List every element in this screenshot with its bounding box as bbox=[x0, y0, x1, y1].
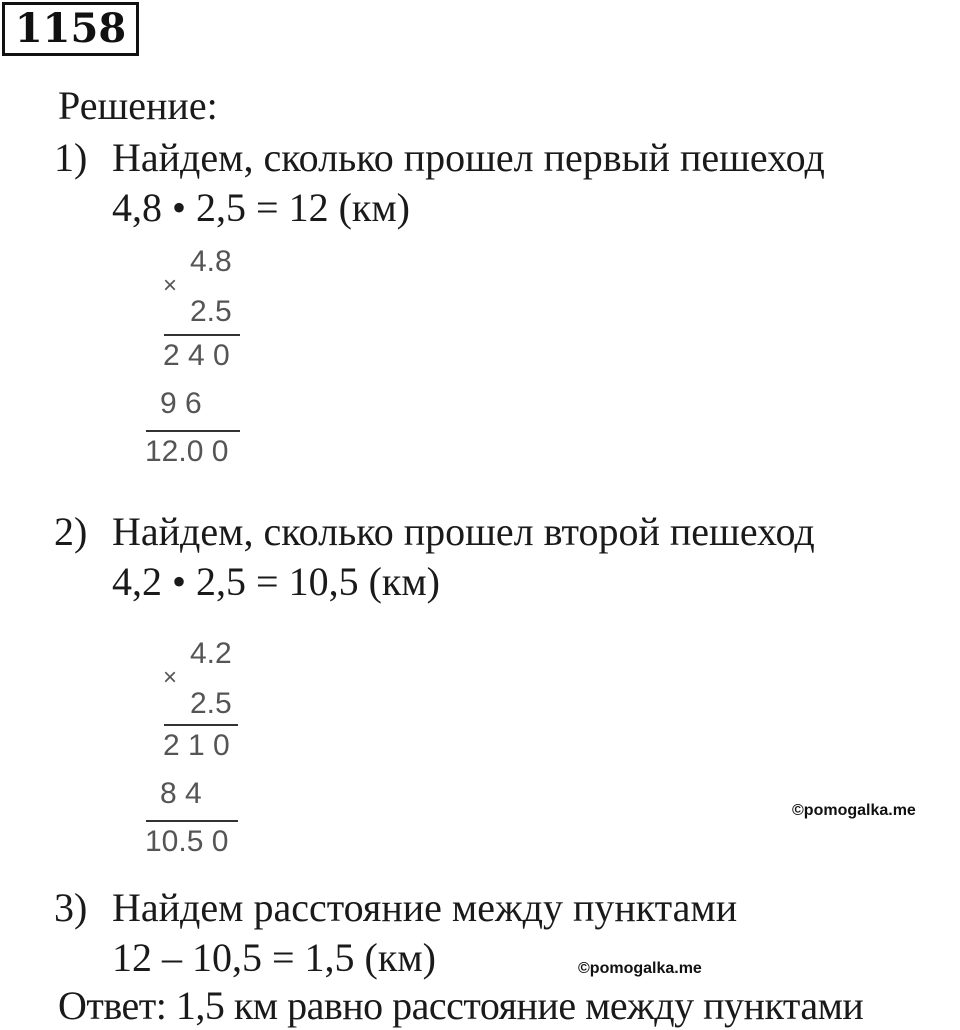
step-3-label: 3) bbox=[54, 885, 88, 930]
column-rule bbox=[164, 334, 240, 336]
solution-heading: Решение: bbox=[58, 83, 218, 128]
product-result: 12.0 0 bbox=[145, 435, 229, 468]
step-2-label: 2) bbox=[54, 509, 88, 554]
multiplicand: 4.8 bbox=[190, 245, 232, 278]
step-1-label: 1) bbox=[54, 135, 88, 180]
multiplier: 2.5 bbox=[190, 295, 232, 328]
column-rule bbox=[146, 820, 238, 822]
multiply-sign: × bbox=[163, 664, 178, 691]
answer-line: Ответ: 1,5 км равно расстояние между пунктами bbox=[58, 983, 864, 1028]
step-3-text: Найдем расстояние между пунктами bbox=[112, 885, 738, 930]
problem-number: 1158 bbox=[2, 2, 139, 56]
step-3-formula: 12 – 10,5 = 1,5 (км) bbox=[112, 935, 436, 980]
step-1-formula: 4,8 • 2,5 = 12 (км) bbox=[112, 185, 410, 230]
step-2-formula: 4,2 • 2,5 = 10,5 (км) bbox=[112, 559, 440, 604]
step-2-text: Найдем, сколько прошел второй пешеход bbox=[112, 509, 815, 554]
partial-product-2: 9 6 bbox=[160, 387, 202, 420]
watermark: ©pomogalka.me bbox=[578, 960, 702, 977]
column-rule bbox=[146, 430, 240, 432]
partial-product-2: 8 4 bbox=[160, 777, 202, 810]
partial-product-1: 2 4 0 bbox=[163, 339, 230, 372]
product-result: 10.5 0 bbox=[145, 825, 229, 858]
multiplicand: 4.2 bbox=[190, 637, 232, 670]
column-rule bbox=[164, 724, 238, 726]
multiply-sign: × bbox=[163, 272, 178, 299]
partial-product-1: 2 1 0 bbox=[163, 729, 230, 762]
multiplier: 2.5 bbox=[190, 687, 232, 720]
watermark: ©pomogalka.me bbox=[792, 802, 916, 819]
step-1-text: Найдем, сколько прошел первый пешеход bbox=[112, 135, 825, 180]
